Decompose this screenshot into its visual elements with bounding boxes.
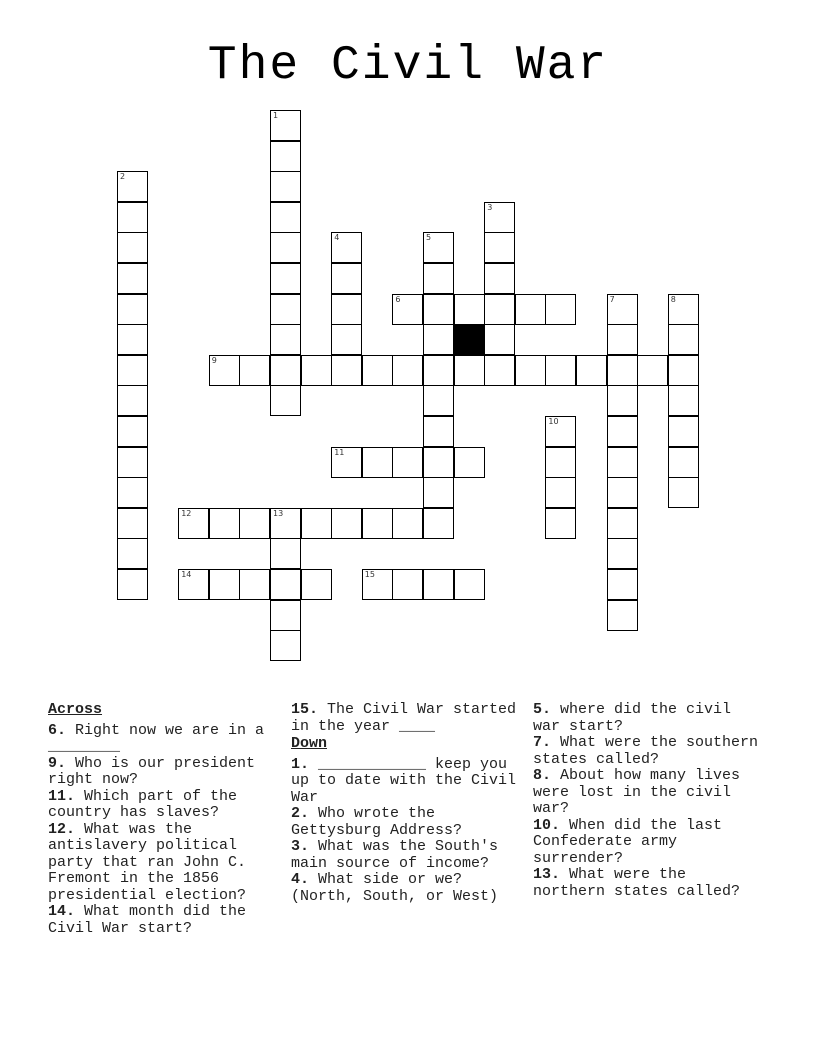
grid-cell[interactable] <box>484 355 515 386</box>
across-clue-9: 9. Who is our president right now? <box>48 754 256 788</box>
grid-cell[interactable] <box>178 508 209 539</box>
grid-cell[interactable] <box>423 477 454 508</box>
clue-number: 1 <box>273 111 279 120</box>
grid-cell[interactable] <box>270 232 301 263</box>
grid-cell[interactable] <box>270 569 301 600</box>
across-clue-14: 14. What month did the Civil War start? <box>48 903 247 937</box>
grid-cell[interactable] <box>484 202 515 233</box>
down-clue-5: 5. where did the civil war start? <box>533 701 732 735</box>
grid-cell[interactable] <box>576 355 607 386</box>
grid-cell[interactable] <box>668 385 699 416</box>
grid-cell[interactable] <box>423 355 454 386</box>
grid-cell[interactable] <box>392 294 423 325</box>
clue-number: 7 <box>609 294 615 304</box>
grid-cell[interactable] <box>270 355 301 386</box>
down-heading: Down <box>291 735 328 752</box>
grid-cell[interactable] <box>545 477 576 508</box>
grid-cell[interactable] <box>423 294 454 325</box>
grid-cell[interactable] <box>117 263 148 294</box>
down-clue-4: 4. What side or we? (North, South, or West) <box>291 871 499 905</box>
grid-cell[interactable] <box>362 355 393 386</box>
down-clue-10: 10. When did the last Confederate army surrender? <box>533 816 723 867</box>
grid-cell[interactable] <box>392 447 423 478</box>
grid-cell[interactable] <box>117 416 148 447</box>
grid-cell[interactable] <box>668 416 699 447</box>
grid-cell[interactable] <box>607 447 638 478</box>
grid-cell[interactable] <box>270 600 301 631</box>
grid-cell[interactable] <box>362 447 393 478</box>
grid-cell[interactable] <box>362 508 393 539</box>
grid-cell[interactable] <box>301 508 332 539</box>
grid-cell[interactable] <box>454 355 485 386</box>
across-heading: Across <box>48 701 103 718</box>
grid-cell[interactable] <box>270 263 301 294</box>
clue-number: 3 <box>487 202 493 212</box>
grid-cell[interactable] <box>392 508 423 539</box>
grid-cell[interactable] <box>515 355 546 386</box>
grid-cell[interactable] <box>423 324 454 355</box>
grid-cell[interactable] <box>484 232 515 263</box>
puzzle-title: The Civil War <box>207 39 609 93</box>
grid-cell[interactable] <box>117 232 148 263</box>
grid-cell[interactable] <box>423 385 454 416</box>
grid-cell[interactable] <box>270 141 301 172</box>
across-clue-12: 12. What was the antislavery political party that ran John C. Fremont in the 1856 presidential election? <box>48 820 247 904</box>
grid-cell[interactable] <box>239 569 270 600</box>
grid-cell[interactable] <box>117 508 148 539</box>
grid-cell[interactable] <box>117 294 148 325</box>
grid-cell[interactable] <box>209 508 240 539</box>
grid-cell[interactable] <box>270 202 301 233</box>
grid-cell[interactable] <box>270 324 301 355</box>
grid-cell[interactable] <box>117 569 148 600</box>
grid-cell[interactable] <box>117 355 148 386</box>
clues-column-1 <box>48 702 280 937</box>
grid-cell[interactable] <box>331 263 362 294</box>
clue-number: 9 <box>211 355 217 365</box>
clue-number: 10 <box>548 417 559 426</box>
grid-cell[interactable] <box>607 294 638 325</box>
across-clue-6: 6. Right now we are in a ________ <box>48 721 265 755</box>
down-clue-8: 8. About how many lives were lost in the civil war? <box>533 767 741 817</box>
grid-cell[interactable] <box>270 630 301 661</box>
grid-cell[interactable] <box>362 569 393 600</box>
black-square <box>454 324 485 355</box>
grid-cell[interactable] <box>331 294 362 325</box>
clues-column-3 <box>533 702 765 900</box>
down-clue-2: 2. Who wrote the Gettysburg Address? <box>291 805 463 839</box>
grid-cell[interactable] <box>117 538 148 569</box>
clue-number: 5 <box>426 233 432 243</box>
grid-cell[interactable] <box>331 355 362 386</box>
across-clue-11: 11. Which part of the country has slaves? <box>48 787 238 821</box>
grid-cell[interactable] <box>331 447 362 478</box>
grid-cell[interactable] <box>545 416 576 447</box>
grid-cell[interactable] <box>668 324 699 355</box>
grid-cell[interactable] <box>607 508 638 539</box>
grid-cell[interactable] <box>301 569 332 600</box>
grid-cell[interactable] <box>117 324 148 355</box>
grid-cell[interactable] <box>668 447 699 478</box>
across-clue-15: 15. The Civil War started in the year ____ <box>291 702 517 735</box>
grid-cell[interactable] <box>454 447 485 478</box>
grid-cell[interactable] <box>270 538 301 569</box>
grid-cell[interactable] <box>423 569 454 600</box>
clue-number: 8 <box>670 294 676 304</box>
grid-cell[interactable] <box>331 508 362 539</box>
clue-number: 14 <box>181 570 192 579</box>
grid-cell[interactable] <box>454 294 485 325</box>
grid-cell[interactable] <box>484 294 515 325</box>
grid-cell[interactable] <box>270 385 301 416</box>
clue-number: 13 <box>273 508 284 518</box>
grid-cell[interactable] <box>117 385 148 416</box>
grid-cell[interactable] <box>331 324 362 355</box>
down-clue-3: 3. What was the South's main source of income? <box>291 838 499 872</box>
grid-cell[interactable] <box>209 569 240 600</box>
grid-cell[interactable] <box>668 355 699 386</box>
clue-number: 15 <box>364 570 375 579</box>
grid-cell[interactable] <box>423 416 454 447</box>
grid-cell[interactable] <box>117 447 148 478</box>
grid-cell[interactable] <box>607 477 638 508</box>
grid-cell[interactable] <box>331 232 362 263</box>
clue-number: 4 <box>334 233 340 243</box>
grid-cell[interactable] <box>270 508 301 539</box>
clues-column-2 <box>291 702 523 956</box>
grid-cell[interactable] <box>270 294 301 325</box>
grid-cell[interactable] <box>178 569 209 600</box>
grid-cell[interactable] <box>545 508 576 539</box>
grid-cell[interactable] <box>637 355 668 386</box>
grid-cell[interactable] <box>607 600 638 631</box>
grid-cell[interactable] <box>423 508 454 539</box>
grid-cell[interactable] <box>607 416 638 447</box>
grid-cell[interactable] <box>484 324 515 355</box>
grid-cell[interactable] <box>668 477 699 508</box>
grid-cell[interactable] <box>607 385 638 416</box>
grid-cell[interactable] <box>607 355 638 386</box>
clue-number: 12 <box>181 508 192 518</box>
grid-cell[interactable] <box>423 232 454 263</box>
grid-cell[interactable] <box>423 263 454 294</box>
grid-cell[interactable] <box>545 447 576 478</box>
grid-cell[interactable] <box>117 477 148 508</box>
down-clue-13: 13. What were the northern states called? <box>533 866 741 900</box>
grid-cell[interactable] <box>607 538 638 569</box>
grid-cell[interactable] <box>117 202 148 233</box>
grid-cell[interactable] <box>270 110 301 141</box>
grid-cell[interactable] <box>239 508 270 539</box>
grid-cell[interactable] <box>301 355 332 386</box>
clue-number: 2 <box>120 172 126 182</box>
grid-cell[interactable] <box>239 355 270 386</box>
grid-cell[interactable] <box>545 294 576 325</box>
clue-number: 6 <box>395 294 401 304</box>
grid-cell[interactable] <box>209 355 240 386</box>
grid-cell[interactable] <box>545 355 576 386</box>
grid-cell[interactable] <box>117 171 148 202</box>
grid-cell[interactable] <box>484 263 515 294</box>
down-clue-1: 1. ____________ keep you up to date with the Civil War <box>291 755 517 806</box>
grid-cell[interactable] <box>392 355 423 386</box>
grid-cell[interactable] <box>607 569 638 600</box>
grid-cell[interactable] <box>454 569 485 600</box>
grid-cell[interactable] <box>270 171 301 202</box>
clue-number: 11 <box>334 447 345 457</box>
grid-cell[interactable] <box>515 294 546 325</box>
grid-cell[interactable] <box>392 569 423 600</box>
down-clue-7: 7. What were the southern states called? <box>533 734 759 768</box>
grid-cell[interactable] <box>423 447 454 478</box>
grid-cell[interactable] <box>607 324 638 355</box>
grid-cell[interactable] <box>668 294 699 325</box>
